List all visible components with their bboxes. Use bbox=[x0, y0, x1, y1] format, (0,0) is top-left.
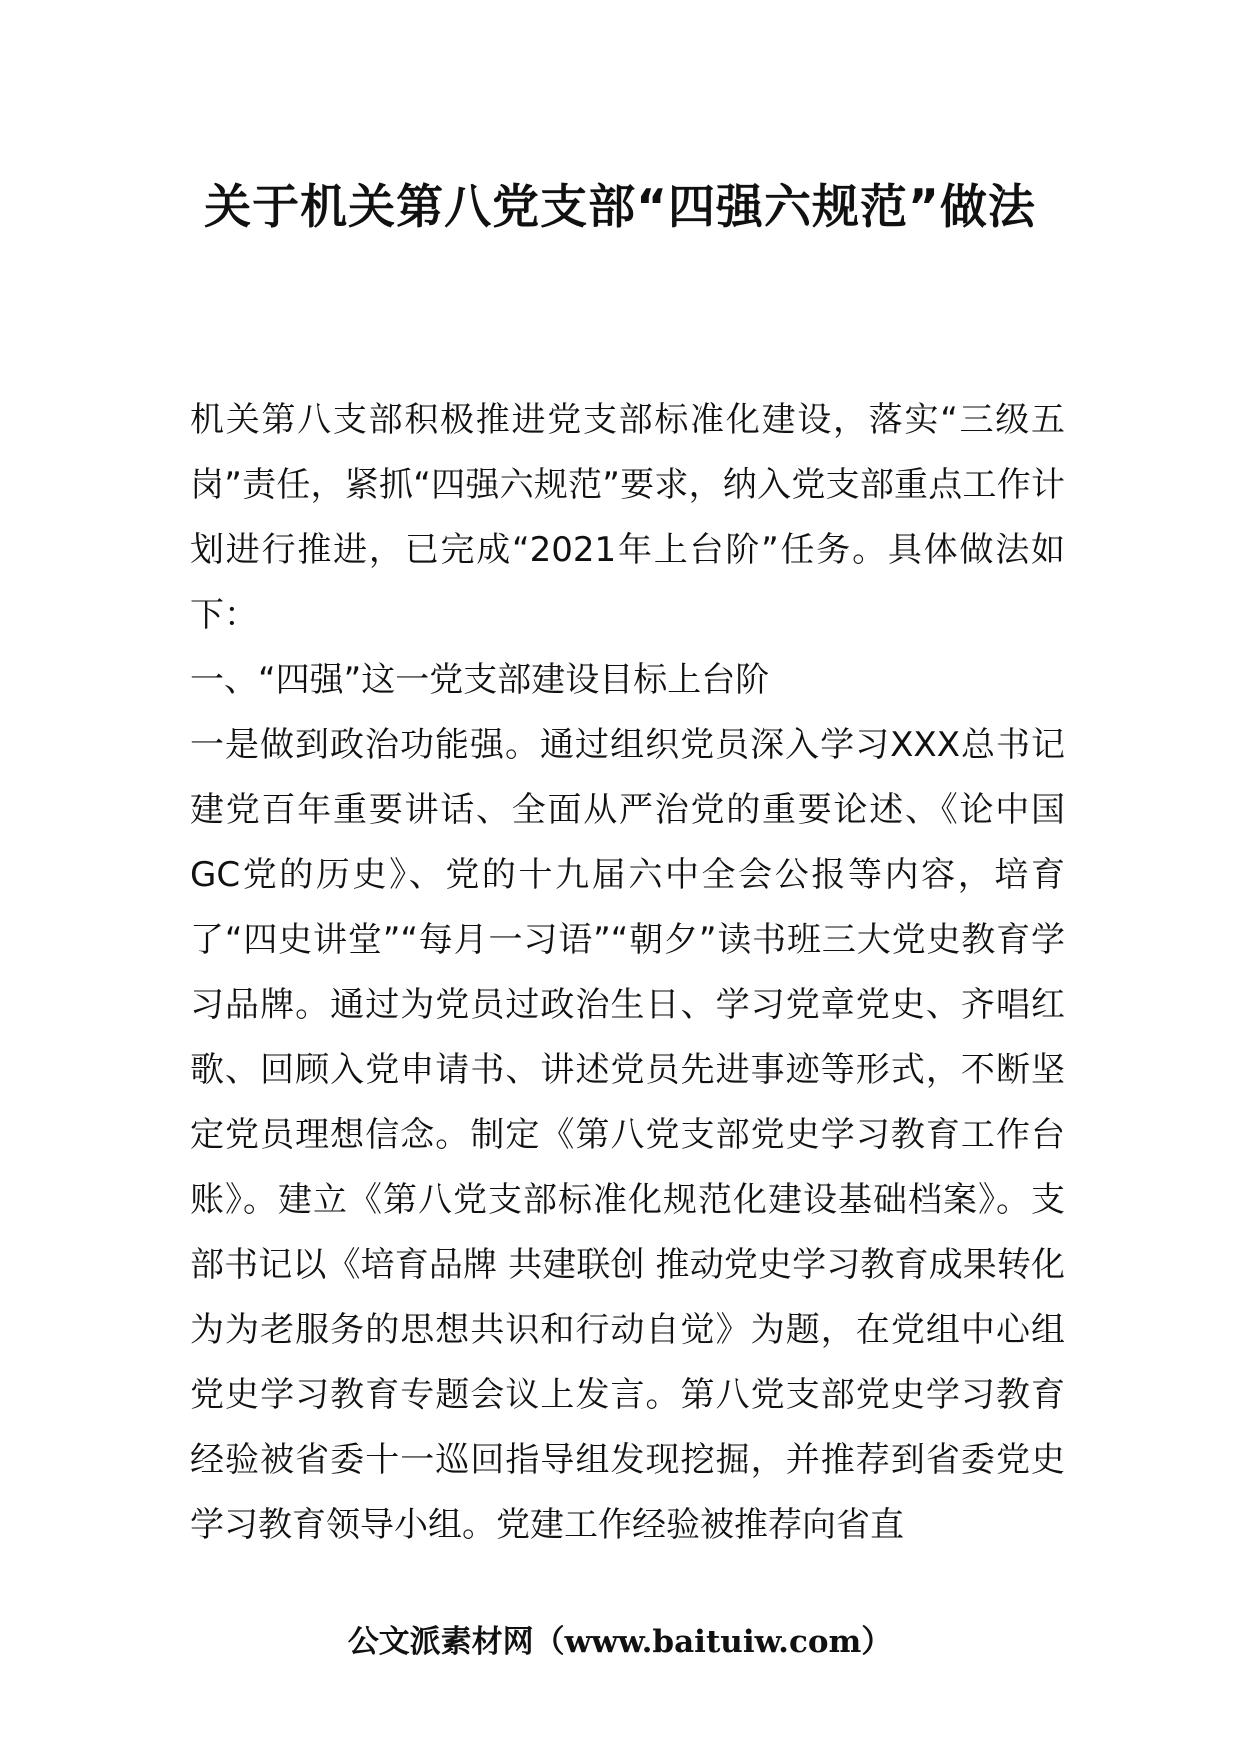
page-footer-watermark: 公文派素材网（www.baituiw.com） bbox=[347, 1624, 893, 1660]
body-paragraph: 一是做到政治功能强。通过组织党员深入学习XXX总书记建党百年重要讲话、全面从严治党的重要论述、《论中国GC党的历史》、党的十九届六中全会公报等内容，培育了“四史讲堂”“每月一习语”“朝夕”读书班三大党史教育学习品牌。通过为党员过政治生日、学习党章党史、齐唱红歌、回顾入党申请书、讲述党员先进事迹等形式，不断坚定党员理想信念。制定《第八党支部党史学习教育工作台账》。建立《第八党支部标准化规范化建设基础档案》。支部书记以《培育品牌 共建联创 推动党史学习教育成果转化为为老服务的思想共识和行动自觉》为题，在党组中心组党史学习教育专题会议上发言。第八党支部党史学习教育经验被省委十一巡回指导组发现挖掘，并推荐到省委党史学习教育领导小组。党建工作经验被推荐向省直 bbox=[190, 725, 1065, 1545]
intro-paragraph: 机关第八支部积极推进党支部标准化建设，落实“三级五岗”责任，紧抓“四强六规范”要求，纳入党支部重点工作计划进行推进，已完成“2021年上台阶”任务。具体做法如下： bbox=[190, 400, 1065, 635]
document-title: 关于机关第八党支部“四强六规范”做法 bbox=[204, 180, 1036, 235]
document-body bbox=[190, 388, 1065, 1573]
section-heading: 一、“四强”这一党支部建设目标上台阶 bbox=[190, 660, 770, 700]
